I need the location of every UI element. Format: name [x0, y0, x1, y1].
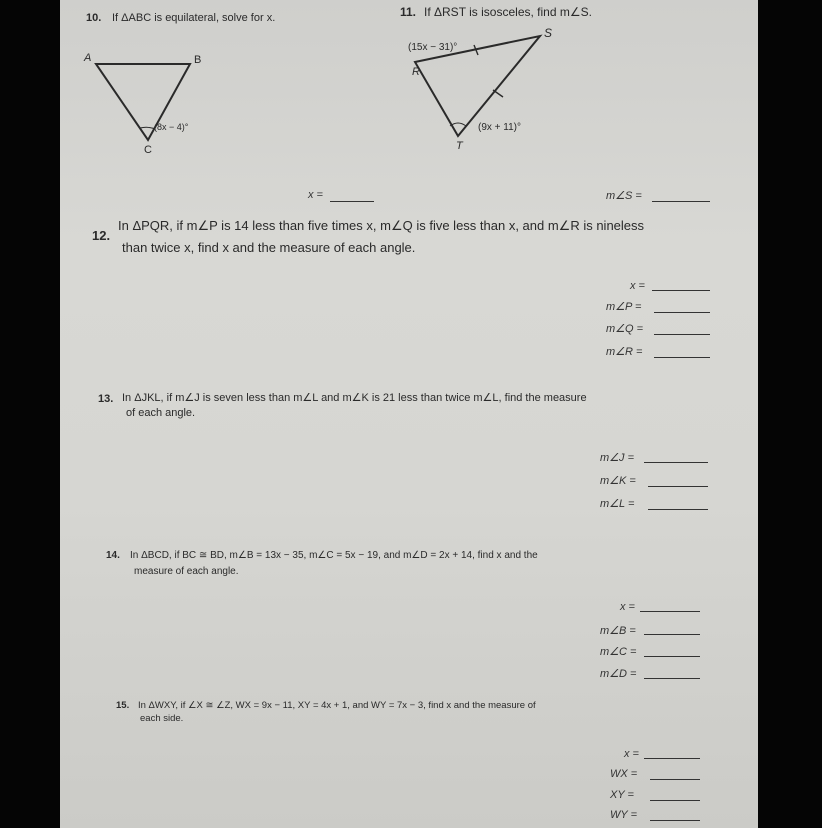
q14-answer-d-label: m∠D =	[600, 668, 637, 680]
q14-number: 14.	[106, 550, 120, 561]
q11-answer-blank[interactable]	[652, 201, 710, 202]
q12-number: 12.	[92, 228, 111, 243]
q10-answer-label: x =	[308, 189, 323, 201]
q13-answer-j-blank[interactable]	[644, 462, 708, 463]
q15-answer-x-blank[interactable]	[644, 758, 700, 759]
q14-answer-c-blank[interactable]	[644, 656, 700, 657]
vertex-s-label: S	[544, 26, 553, 40]
q15-answer-x-label: x =	[624, 748, 639, 760]
q12-answer-p-label: m∠P =	[606, 301, 642, 313]
q11-number: 11.	[400, 5, 417, 19]
angle-t-expression: (9x + 11)°	[478, 122, 521, 133]
q12-answer-x-label: x =	[630, 280, 645, 292]
q15-answer-wx-blank[interactable]	[650, 779, 700, 780]
q12-line2: than twice x, find x and the measure of each angle.	[122, 240, 416, 255]
q11-answer-label: m∠S =	[606, 190, 642, 202]
q15-answer-wx-label: WX =	[610, 768, 638, 780]
vertex-t-label: T	[456, 140, 463, 152]
q13-line1: In ΔJKL, if m∠J is seven less than m∠L and m∠K is 21 less than twice m∠L, find the measure	[122, 392, 587, 404]
q14-line1: In ΔBCD, if BC ≅ BD, m∠B = 13x − 35, m∠C = 5x − 19, and m∠D = 2x + 14, find x and the	[130, 550, 538, 561]
q12-line1: In ΔPQR, if m∠P is 14 less than five times x, m∠Q is five less than x, and m∠R is nineless	[118, 218, 645, 233]
q15-line2: each side.	[140, 713, 184, 724]
tick-st	[493, 90, 503, 97]
q14-answer-c-label: m∠C =	[600, 646, 637, 658]
q14-answer-b-label: m∠B =	[600, 625, 636, 637]
q13-answer-l-blank[interactable]	[648, 509, 708, 510]
q12-answer-p-blank[interactable]	[654, 312, 710, 313]
q15-line1: In ΔWXY, if ∠X ≅ ∠Z, WX = 9x − 11, XY = 4x + 1, and WY = 7x − 3, find x and the measure of	[138, 700, 536, 711]
q13-answer-j-label: m∠J =	[600, 452, 635, 464]
q12-answer-q-blank[interactable]	[654, 334, 710, 335]
q12-answer-x-blank[interactable]	[652, 290, 710, 291]
vertex-c-label: C	[144, 144, 152, 156]
angle-r-expression: (15x − 31)°	[408, 42, 458, 53]
q15-answer-wy-label: WY =	[610, 809, 638, 821]
q13-answer-l-label: m∠L =	[600, 498, 635, 510]
angle-c-expression: (8x − 4)°	[154, 122, 189, 132]
q15-number: 15.	[116, 700, 130, 711]
vertex-b-label: B	[194, 54, 202, 66]
q14-answer-d-blank[interactable]	[644, 678, 700, 679]
vertex-r-label: R	[412, 66, 420, 78]
q14-line2: measure of each angle.	[134, 566, 239, 577]
q13-answer-k-label: m∠K =	[600, 475, 636, 487]
q15-answer-xy-blank[interactable]	[650, 800, 700, 801]
q12-answer-r-label: m∠R =	[606, 346, 643, 358]
q13-answer-k-blank[interactable]	[648, 486, 708, 487]
q11-prompt: If ΔRST is isosceles, find m∠S.	[424, 5, 592, 19]
q13-number: 13.	[98, 393, 114, 405]
worksheet-page	[60, 0, 758, 828]
q15-answer-xy-label: XY =	[610, 789, 634, 801]
vertex-a-label: A	[84, 52, 92, 64]
q10-answer-blank[interactable]	[330, 201, 374, 202]
q12-answer-q-label: m∠Q =	[606, 323, 644, 335]
q10-number: 10.	[86, 12, 102, 24]
q14-answer-x-blank[interactable]	[640, 611, 700, 612]
q14-answer-b-blank[interactable]	[644, 634, 700, 635]
q15-answer-wy-blank[interactable]	[650, 820, 700, 821]
q12-answer-r-blank[interactable]	[654, 357, 710, 358]
q10-prompt: If ΔABC is equilateral, solve for x.	[112, 12, 276, 24]
q13-line2: of each angle.	[126, 407, 196, 419]
q14-answer-x-label: x =	[620, 601, 635, 613]
angle-c-arc	[140, 127, 155, 129]
